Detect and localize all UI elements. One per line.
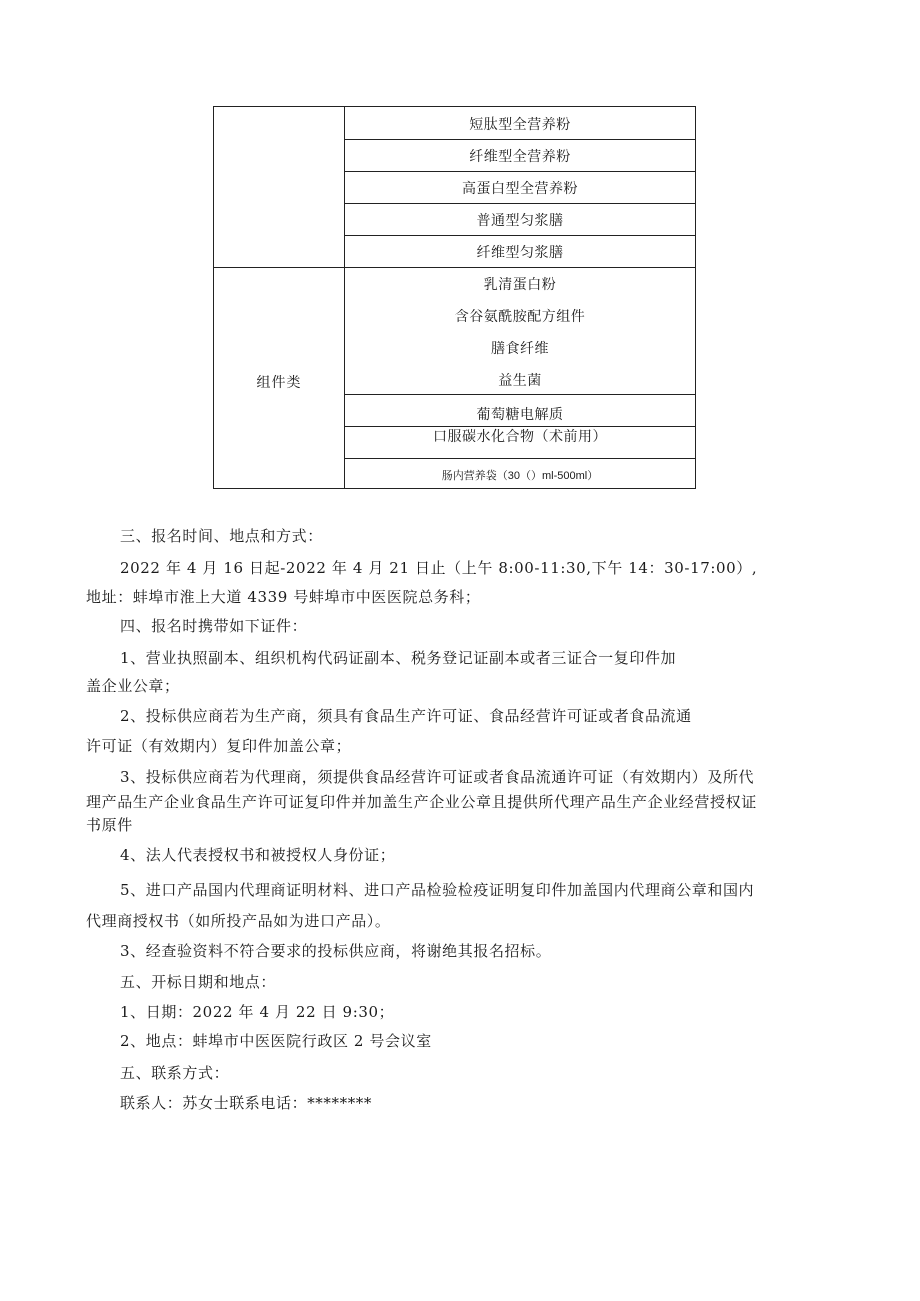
requirement-4: 4、法人代表授权书和被授权人身份证； <box>120 846 396 864</box>
requirement-3-line1: 3、投标供应商若为代理商，须提供食品经营许可证或者食品流通许可证（有效期内）及所代 <box>120 768 755 786</box>
requirement-5-line2: 代理商授权书（如所投产品如为进口产品）。 <box>86 912 391 930</box>
table-row: 口服碳水化合物（术前用） <box>433 429 607 445</box>
section-6-title: 五、联系方式： <box>120 1064 230 1082</box>
requirement-5-line1: 5、进口产品国内代理商证明材料、进口产品检验检疫证明复印件加盖国内代理商公章和国内 <box>120 881 755 899</box>
opening-place: 2、地点：蚌埠市中医医院行政区 2 号会议室 <box>120 1032 432 1050</box>
registration-address: 地址：蚌埠市淮上大道 4339 号蚌埠市中医医院总务科； <box>86 588 481 606</box>
table-row: 膳食纤维 <box>491 341 549 357</box>
requirement-2-line2: 许可证（有效期内）复印件加盖公章； <box>86 737 352 755</box>
row-divider <box>344 458 695 459</box>
row-divider <box>344 139 695 140</box>
table-row: 含谷氨酰胺配方组件 <box>454 309 586 325</box>
section-3-title: 三、报名时间、地点和方式： <box>120 527 323 545</box>
opening-date: 1、日期：2022 年 4 月 22 日 9:30； <box>120 1003 395 1021</box>
row-divider <box>344 203 695 204</box>
table-row: 葡萄糖电解质 <box>476 407 564 423</box>
requirement-3-line2: 理产品生产企业食品生产许可证复印件并加盖生产企业公章且提供所代理产品生产企业经营授权证 <box>86 793 757 811</box>
table-row: 肠内营养袋（30（）ml-500ml） <box>441 470 599 482</box>
table-row: 纤维型匀浆膳 <box>476 245 564 261</box>
requirement-note: 3、经查验资料不符合要求的投标供应商，将谢绝其报名招标。 <box>120 942 552 960</box>
table-row: 益生菌 <box>498 373 542 389</box>
table-row: 普通型匀浆膳 <box>476 213 564 229</box>
table-row: 纤维型全营养粉 <box>469 149 571 165</box>
section-4-title: 四、报名时携带如下证件： <box>120 617 308 635</box>
table-row: 乳清蛋白粉 <box>483 277 557 293</box>
row-divider <box>344 267 695 268</box>
group-label-components: 组件类 <box>256 375 302 391</box>
registration-time: 2022 年 4 月 16 日起-2022 年 4 月 21 日止（上午 8:00-11:30,下午 14：30-17:00）, <box>120 559 758 577</box>
requirement-3-line3: 书原件 <box>86 816 133 834</box>
requirement-1-line1: 1、营业执照副本、组织机构代码证副本、税务登记证副本或者三证合一复印件加 <box>120 649 677 667</box>
group-divider <box>214 267 344 268</box>
row-divider <box>344 235 695 236</box>
table-row: 短肽型全营养粉 <box>469 117 571 133</box>
product-table <box>213 106 696 489</box>
section-5-title: 五、开标日期和地点： <box>120 973 277 991</box>
contact-info: 联系人：苏女士联系电话：******** <box>120 1094 373 1112</box>
row-divider <box>344 171 695 172</box>
requirement-2-line1: 2、投标供应商若为生产商，须具有食品生产许可证、食品经营许可证或者食品流通 <box>120 707 692 725</box>
requirement-1-line2: 盖企业公章； <box>86 677 180 695</box>
table-row: 高蛋白型全营养粉 <box>462 181 578 197</box>
